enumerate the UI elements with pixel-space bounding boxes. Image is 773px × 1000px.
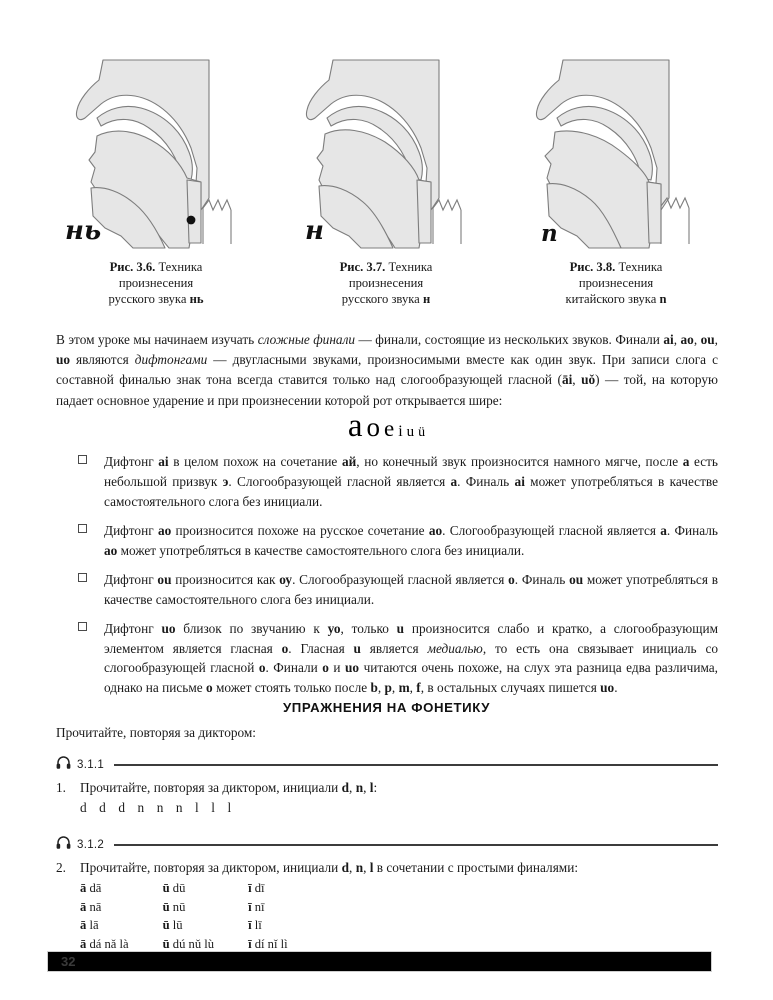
term: o xyxy=(281,640,289,656)
syllable: dī xyxy=(251,881,265,896)
figure-caption-line1: Техника xyxy=(618,260,663,274)
tone-mark: ā xyxy=(80,899,87,914)
initial-n: n xyxy=(355,780,364,795)
syllable: dí nǐ lì xyxy=(251,936,288,951)
figure-caption xyxy=(340,259,433,307)
bullet-text: близок по звучанию к xyxy=(175,620,328,636)
vowel-a: a xyxy=(347,408,363,444)
bullet-text: . Слогообразующей гласной является xyxy=(442,522,661,538)
figure-label: Рис. 3.6. xyxy=(109,260,156,274)
example-uo-tone: uǒ xyxy=(581,372,596,388)
tone-mark: ā xyxy=(80,881,87,896)
vowel-u: u xyxy=(406,424,415,440)
figure-caption-sound: n xyxy=(659,292,667,307)
figure-letter: n xyxy=(541,220,558,247)
track-divider xyxy=(114,844,718,846)
syllable: dá nǎ là xyxy=(86,936,129,951)
exercises-intro: Прочитайте, повторяя за диктором: xyxy=(56,725,256,740)
vowel-e: e xyxy=(383,416,395,441)
figure-caption xyxy=(566,259,667,307)
list-item xyxy=(78,521,718,561)
term: a xyxy=(660,522,667,538)
headphones-icon xyxy=(56,756,71,775)
intro-text: В этом уроке мы начинаем изучать xyxy=(56,332,258,347)
exercise-text: , xyxy=(349,860,356,875)
bullet-text: , в остальных случаях пишется xyxy=(420,680,601,696)
syllable: nū xyxy=(169,899,186,914)
headphones-icon xyxy=(56,836,71,855)
exercise-text: Прочитайте, повторяя за диктором, инициали xyxy=(80,780,342,795)
bullet-text: может стоять только после xyxy=(212,680,371,696)
term: uo xyxy=(345,660,360,676)
figure-caption-sound: н xyxy=(422,292,431,307)
intro-italic-diftongami: дифтонгами xyxy=(134,352,208,368)
tone-mark: ū xyxy=(162,936,170,951)
initial-f: f xyxy=(416,680,421,696)
track-id: 3.1.2 xyxy=(77,839,105,851)
initial-l: l xyxy=(369,860,374,875)
table-row xyxy=(80,917,322,936)
bullet-text: , xyxy=(409,680,417,696)
bullet-text: может употребляться в качестве самостоятельного слога без инициали. xyxy=(104,571,718,607)
exercise-text: Прочитайте, повторяя за диктором, инициали xyxy=(80,860,342,875)
track-3-1-2 xyxy=(56,837,718,954)
bullet-text: произносится как xyxy=(171,571,280,587)
syllable-cell xyxy=(248,917,322,936)
figure-caption-line2: произнесения xyxy=(118,276,194,291)
vowel-o: o xyxy=(366,412,380,442)
term: ай xyxy=(341,454,357,469)
exercise-text: , xyxy=(363,860,370,875)
term: o xyxy=(258,660,266,676)
bullet-text: , xyxy=(377,680,385,696)
bullet-text: Дифтонг xyxy=(104,620,162,636)
initial-b: b xyxy=(370,680,378,696)
tone-mark: ī xyxy=(248,936,252,951)
exercise-1 xyxy=(56,778,718,797)
figure-caption-line1: Техника xyxy=(388,260,433,274)
figure-3-6 xyxy=(56,48,256,307)
figure-caption xyxy=(108,259,203,307)
final-ao: ao xyxy=(680,332,694,347)
term-medial: медиалью xyxy=(427,640,483,656)
vowel-i: i xyxy=(398,423,403,440)
bullet-text: , xyxy=(391,680,399,696)
list-item xyxy=(78,570,718,610)
term: a xyxy=(450,473,458,489)
bullet-text: является xyxy=(360,640,428,656)
tone-mark: ā xyxy=(80,918,87,933)
tone-mark: ī xyxy=(248,918,252,933)
intro-text: , xyxy=(572,372,582,388)
term: u xyxy=(396,620,405,636)
exercise-text: в сочетании с простыми финалями: xyxy=(373,860,579,875)
term: ai xyxy=(158,454,169,469)
initial-n: n xyxy=(355,860,364,875)
syllable: dā xyxy=(86,881,102,896)
vowel-u-umlaut: ü xyxy=(418,425,426,440)
table-row xyxy=(80,899,322,918)
initial-l: l xyxy=(369,780,374,795)
vowel-scale xyxy=(0,408,773,445)
track-header xyxy=(56,757,718,773)
syllable-cell xyxy=(80,917,163,936)
exercise-text: , xyxy=(349,780,356,795)
intro-text: — двугласными звуками, произносимыми вместе как один звук. При записи слога с составной финалью знак тона всегда ставится только над слогообразующей гласной ( xyxy=(56,352,718,388)
syllable-cell xyxy=(163,880,248,899)
term: o xyxy=(322,660,329,676)
syllable: nī xyxy=(251,899,265,914)
bullet-text: Дифтонг xyxy=(104,522,158,538)
term: оу xyxy=(279,571,293,587)
initial-p: p xyxy=(384,680,392,696)
term: ou xyxy=(569,571,584,587)
figure-label: Рис. 3.8. xyxy=(569,260,616,274)
bullet-text: может употребляться в качестве самостоятельного слога без инициали. xyxy=(117,542,525,558)
vocal-tract-diagram-icon xyxy=(521,48,711,253)
intro-text: ) — той, на которую падает основное ударение и при произнесении которой рот открывается шире: xyxy=(56,372,718,408)
bullet-text: , но конечный звук произносится намного мягче, после xyxy=(356,454,683,469)
syllable-cell xyxy=(248,899,322,918)
figure-caption-line1: Техника xyxy=(158,260,203,274)
bullet-text: , только xyxy=(340,620,397,636)
square-bullet-icon xyxy=(78,455,87,464)
term: ао xyxy=(428,522,443,538)
tone-mark: ū xyxy=(162,899,170,914)
figure-letter: н xyxy=(305,216,324,246)
list-item xyxy=(78,619,718,699)
exercise-text: , xyxy=(363,780,370,795)
bullet-text: и xyxy=(328,660,346,676)
tone-mark: ī xyxy=(248,881,252,896)
syllable-cell xyxy=(163,899,248,918)
bullet-text: в целом похож на сочетание xyxy=(168,454,342,469)
initial-m: m xyxy=(398,680,410,696)
bullet-text: . Финаль xyxy=(514,571,570,587)
intro-text: являются xyxy=(70,352,135,368)
tongue-contact-dot xyxy=(187,216,196,225)
bullet-text: может употребляться в качестве самостоятельного слога без инициали. xyxy=(104,473,718,509)
table-row xyxy=(80,880,322,899)
figure-caption-line3: китайского звука xyxy=(565,292,657,307)
bullet-text: . Слогообразующей гласной является xyxy=(292,571,509,587)
list-item xyxy=(78,452,718,512)
bullet-text: , то есть она связывает инициаль со слогообразующей гласной xyxy=(104,640,719,676)
bullet-text: . Финаль xyxy=(666,522,718,538)
term: ao xyxy=(104,542,118,558)
drill-row: d d d n n n l l l xyxy=(80,800,233,816)
term: ai xyxy=(514,473,525,489)
intro-text: , xyxy=(673,332,681,347)
term: o xyxy=(206,680,213,696)
intro-paragraph xyxy=(56,330,718,411)
syllable: lī xyxy=(251,918,262,933)
bullet-text: Дифтонг xyxy=(104,571,158,587)
bullet-text: . Финали xyxy=(265,660,323,676)
track-id: 3.1.1 xyxy=(77,759,105,771)
bullet-text: есть небольшой призвук xyxy=(104,454,718,489)
track-divider xyxy=(114,764,718,766)
exercise-2 xyxy=(56,858,718,877)
initial-d: d xyxy=(341,860,350,875)
figure-3-7 xyxy=(286,48,486,307)
figure-3-8 xyxy=(516,48,716,307)
term: ao xyxy=(157,522,172,538)
bullet-text: Дифтонг xyxy=(104,454,159,469)
intro-italic-slozhnye-finali: сложные финали xyxy=(257,332,356,347)
figure-caption-line2: произнесения xyxy=(348,276,424,291)
tone-mark: ā xyxy=(80,936,87,951)
square-bullet-icon xyxy=(78,573,87,582)
bullet-text: произносится похоже на русское сочетание xyxy=(171,522,429,538)
initial-d: d xyxy=(341,780,350,795)
syllable: lā xyxy=(86,918,99,933)
intro-text: , xyxy=(714,332,718,347)
page-number: 32 xyxy=(61,954,76,969)
syllable-cell xyxy=(163,917,248,936)
figure-label: Рис. 3.7. xyxy=(339,260,386,274)
syllable: lū xyxy=(169,918,183,933)
exercise-number: 1. xyxy=(56,780,66,795)
syllable: dú nǔ lù xyxy=(169,936,215,951)
tone-mark: ū xyxy=(162,918,170,933)
term: ou xyxy=(157,571,172,587)
term: uo xyxy=(600,680,615,696)
term: а xyxy=(682,454,690,469)
vocal-tract-diagram-icon xyxy=(291,48,481,253)
term: u xyxy=(353,640,361,656)
syllable-cell xyxy=(248,880,322,899)
bullet-text: . xyxy=(614,680,618,696)
syllable-cell xyxy=(80,880,163,899)
final-ai: ai xyxy=(663,332,674,347)
tone-mark: ī xyxy=(248,899,252,914)
example-ai-tone: āi xyxy=(561,372,573,388)
figure-caption-sound: нь xyxy=(189,292,204,307)
bullet-text: читаются очень похоже, на слух эта разница едва различима, однако на письме xyxy=(104,660,718,696)
exercise-text: : xyxy=(373,780,378,795)
term: o xyxy=(508,571,515,587)
section-heading: УПРАЖНЕНИЯ НА ФОНЕТИКУ xyxy=(282,700,491,715)
syllable-table xyxy=(80,880,322,954)
square-bullet-icon xyxy=(78,622,87,631)
intro-text: , xyxy=(693,332,701,347)
square-bullet-icon xyxy=(78,524,87,533)
figure-caption-line2: произнесения xyxy=(578,276,654,291)
bullet-text: произносится слабо и кратко, а слогообразующим элементом является гласная xyxy=(104,620,718,656)
track-3-1-1 xyxy=(56,757,718,816)
syllable-cell xyxy=(80,899,163,918)
term: уо xyxy=(327,620,341,636)
term: э xyxy=(222,473,229,489)
syllable: nā xyxy=(86,899,102,914)
bullet-text: . Гласная xyxy=(288,640,354,656)
footer-bar xyxy=(47,951,712,972)
bullet-text: . Финаль xyxy=(457,473,515,489)
diphthong-list xyxy=(78,452,718,707)
track-header xyxy=(56,837,718,853)
tone-mark: ū xyxy=(162,881,170,896)
intro-text: — финали, состоящие из нескольких звуков. Финали xyxy=(355,332,664,347)
bullet-text: . Слогообразующей гласной является xyxy=(228,473,451,489)
exercise-number: 2. xyxy=(56,860,66,875)
final-uo: uo xyxy=(56,352,71,368)
figures-row xyxy=(56,48,716,307)
vocal-tract-diagram-icon xyxy=(61,48,251,253)
figure-letter: нь xyxy=(65,216,102,246)
syllable: dū xyxy=(169,881,186,896)
figure-caption-line3: русского звука xyxy=(341,292,420,307)
final-ou: ou xyxy=(700,332,715,347)
figure-caption-line3: русского звука xyxy=(108,292,187,307)
term: uo xyxy=(161,620,176,636)
